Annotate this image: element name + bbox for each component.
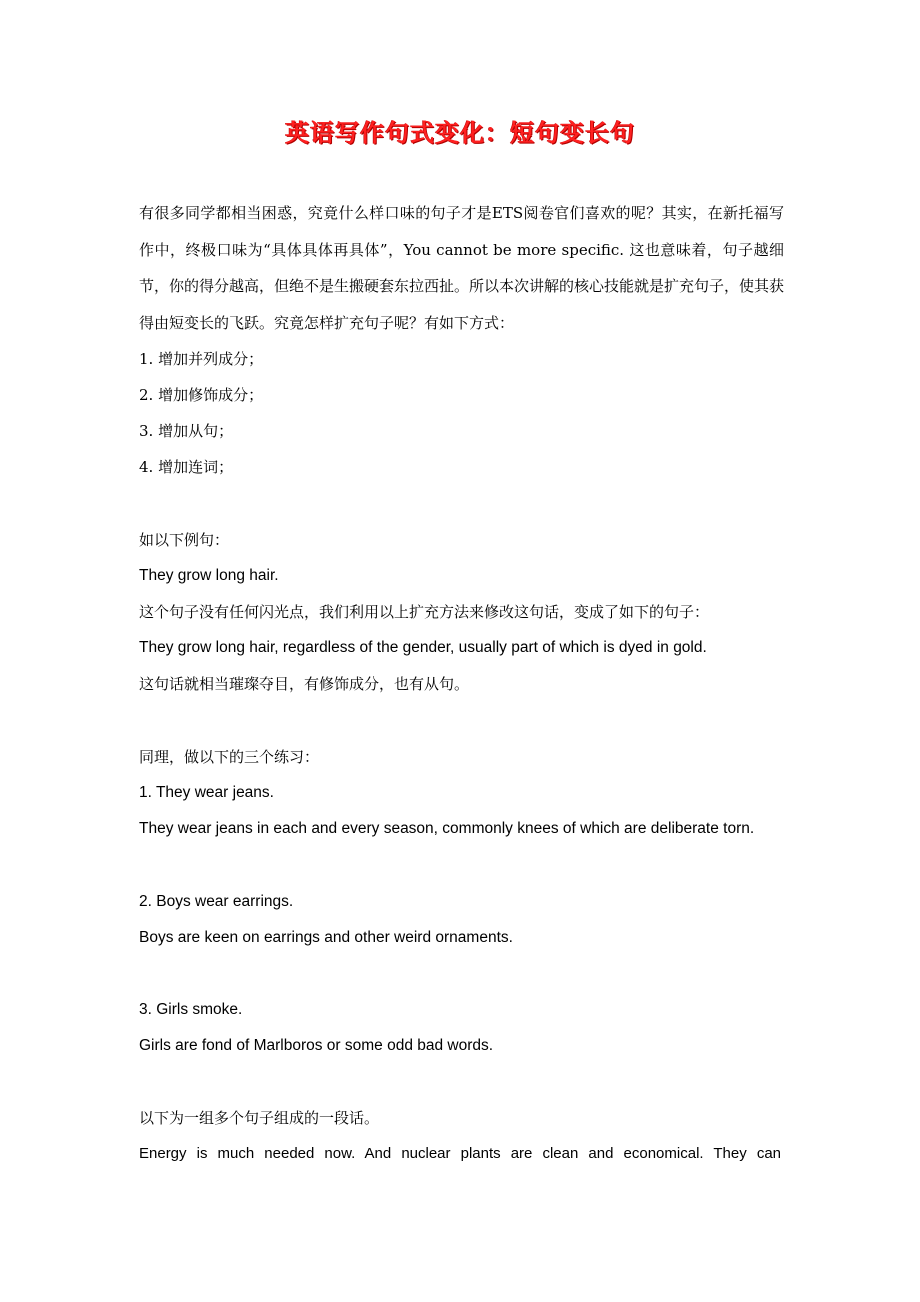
exercise-2-long: Boys are keen on earrings and other weird ornaments.: [139, 929, 513, 946]
paragraph-intro: 以下为一组多个句子组成的一段话。: [139, 1109, 380, 1127]
paragraph-first-line: Energy is much needed now. And nuclear plants are clean and economical. They can: [139, 1145, 781, 1162]
method-item-2: 2. 增加修饰成分；: [139, 386, 264, 404]
example-short-sentence: They grow long hair.: [139, 567, 279, 584]
method-item-3: 3. 增加从句；: [139, 422, 234, 440]
example-long-sentence: They grow long hair, regardless of the gender, usually part of which is dyed in gold.: [139, 639, 707, 656]
exercise-3-short: 3. Girls smoke.: [139, 1001, 243, 1018]
method-item-4: 4. 增加连词；: [139, 458, 234, 476]
exercise-3-long: Girls are fond of Marlboros or some odd bad words.: [139, 1037, 494, 1054]
exercise-1-long: They wear jeans in each and every season, commonly knees of which are deliberate torn.: [139, 820, 755, 837]
exercise-intro: 同理，做以下的三个练习：: [139, 748, 320, 766]
example-remark: 这句话就相当璀璨夺目，有修饰成分，也有从句。: [139, 675, 470, 693]
method-item-1: 1. 增加并列成分；: [139, 350, 264, 368]
exercise-1-short: 1. They wear jeans.: [139, 784, 274, 801]
document-title: 英语写作句式变化：短句变长句: [285, 119, 635, 147]
exercise-2-short: 2. Boys wear earrings.: [139, 893, 294, 910]
example-intro: 如以下例句：: [139, 531, 230, 549]
example-comment: 这个句子没有任何闪光点，我们利用以上扩充方法来修改这句话，变成了如下的句子：: [139, 603, 710, 621]
intro-paragraph: 有很多同学都相当困惑，究竟什么样口味的句子才是ETS阅卷官们喜欢的呢？其实，在新托福写作中，终极口味为“具体具体再具体”，You cannot be more specific. 这也意味着，句子越细节，你的得分越高，但绝不是生搬硬套东拉西扯。所以本次讲解的核心技能就是扩充句子，使其获得由短变长的飞跃。究竟怎样扩充句子呢？有如下方式：: [139, 204, 785, 332]
